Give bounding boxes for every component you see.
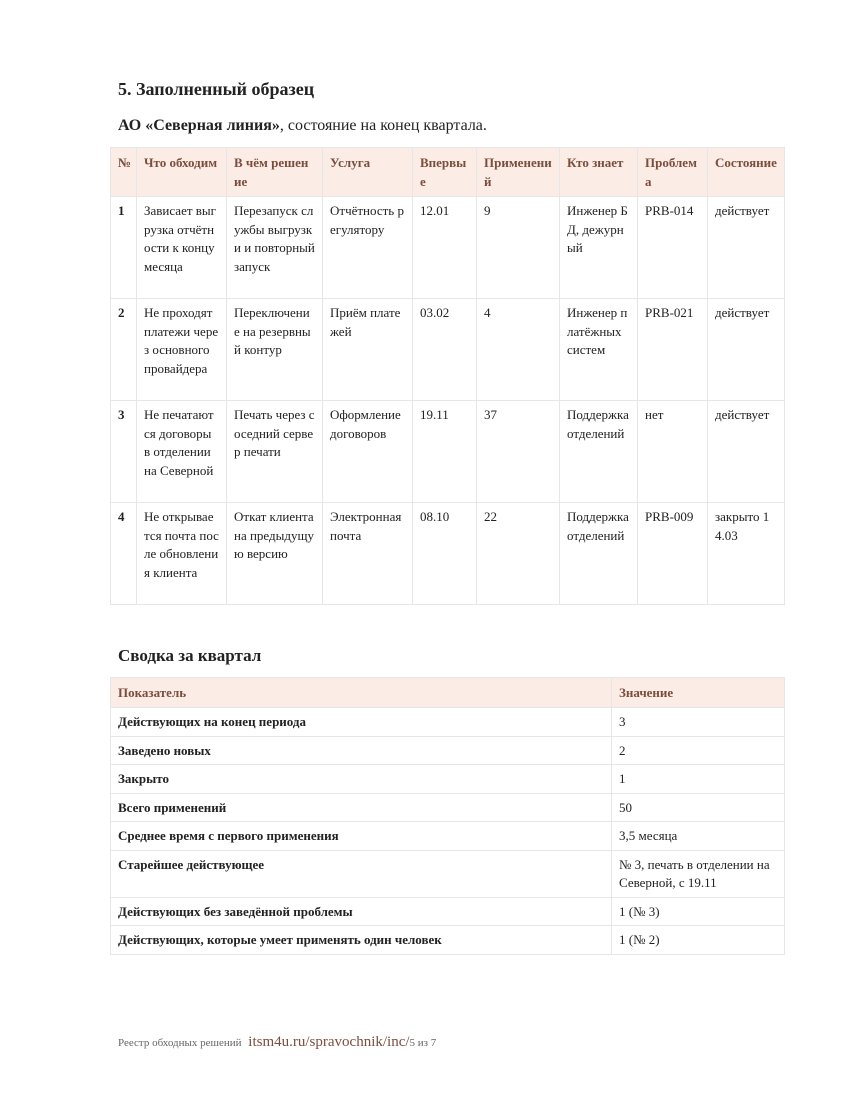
cell-uses: 37 [477,401,560,503]
subtitle [118,117,487,135]
summary-value: 50 [612,793,785,822]
summary-value: № 3, печать в отделении на Северной, с 19.11 [612,850,785,897]
cell-solution: Перезапуск службы выгрузки и повторный запуск [227,197,323,299]
footer-page-number: 5 из 7 [409,1037,437,1049]
cell-who-knows: Поддержка отделений [560,401,638,503]
col-header-state: Состояние [708,148,785,197]
cell-solution: Откат клиента на предыдущую версию [227,503,323,605]
col-header-indicator: Показатель [111,678,612,708]
summary-row [111,822,785,851]
cell-what: Не печатаются договоры в отделении на Северной [137,401,227,503]
subtitle-rest: , состояние на конец квартала. [279,117,487,134]
cell-who-knows: Поддержка отделений [560,503,638,605]
summary-label: Заведено новых [111,736,612,765]
page-footer [118,1034,436,1051]
cell-what: Не проходят платежи через основного провайдера [137,299,227,401]
org-name: АО «Северная линия» [118,117,280,134]
cell-problem: PRB-021 [638,299,708,401]
cell-uses: 22 [477,503,560,605]
cell-problem: нет [638,401,708,503]
cell-who-knows: Инженер БД, дежурный [560,197,638,299]
col-header-first: Впервые [413,148,477,197]
section-title: 5. Заполненный образец [118,79,315,99]
cell-service: Приём платежей [323,299,413,401]
cell-who-knows: Инженер платёжных систем [560,299,638,401]
cell-number: 1 [111,197,137,299]
summary-value: 1 [612,765,785,794]
summary-row [111,897,785,926]
summary-row [111,793,785,822]
cell-service: Оформление договоров [323,401,413,503]
summary-row [111,736,785,765]
cell-number: 2 [111,299,137,401]
cell-what: Зависает выгрузка отчётности к концу месяца [137,197,227,299]
col-header-number: № [111,148,137,197]
table-header-row [111,148,785,197]
summary-label: Старейшее действующее [111,850,612,897]
cell-solution: Переключение на резервный контур [227,299,323,401]
cell-service: Электронная почта [323,503,413,605]
summary-label: Действующих, которые умеет применять один человек [111,926,612,955]
summary-row [111,926,785,955]
cell-state: закрыто 14.03 [708,503,785,605]
summary-value: 1 (№ 3) [612,897,785,926]
summary-value: 3 [612,708,785,737]
col-header-what: Что обходим [137,148,227,197]
cell-solution: Печать через соседний сервер печати [227,401,323,503]
table-row [111,503,785,605]
summary-value: 2 [612,736,785,765]
summary-title: Сводка за квартал [118,646,262,665]
col-header-service: Услуга [323,148,413,197]
cell-first: 19.11 [413,401,477,503]
table-row [111,299,785,401]
cell-state: действует [708,197,785,299]
workarounds-table [110,147,785,605]
summary-label: Действующих без заведённой проблемы [111,897,612,926]
cell-uses: 4 [477,299,560,401]
cell-first: 03.02 [413,299,477,401]
summary-label: Всего применений [111,793,612,822]
col-header-problem: Проблема [638,148,708,197]
cell-number: 3 [111,401,137,503]
cell-what: Не открывается почта после обновления клиента [137,503,227,605]
cell-state: действует [708,401,785,503]
cell-uses: 9 [477,197,560,299]
cell-number: 4 [111,503,137,605]
col-header-who-knows: Кто знает [560,148,638,197]
footer-doc-name: Реестр обходных решений [118,1037,242,1049]
summary-row [111,850,785,897]
summary-header-row [111,678,785,708]
summary-row [111,708,785,737]
col-header-value: Значение [612,678,785,708]
col-header-solution: В чём решение [227,148,323,197]
summary-row [111,765,785,794]
table-row [111,401,785,503]
summary-label: Закрыто [111,765,612,794]
summary-value: 3,5 месяца [612,822,785,851]
summary-value: 1 (№ 2) [612,926,785,955]
cell-service: Отчётность регулятору [323,197,413,299]
summary-label: Действующих на конец периода [111,708,612,737]
cell-first: 08.10 [413,503,477,605]
summary-table [110,677,785,955]
footer-link[interactable]: itsm4u.ru/spravochnik/inc/ [248,1034,410,1050]
col-header-uses: Применений [477,148,560,197]
summary-label: Среднее время с первого применения [111,822,612,851]
cell-problem: PRB-009 [638,503,708,605]
cell-first: 12.01 [413,197,477,299]
table-row [111,197,785,299]
cell-state: действует [708,299,785,401]
cell-problem: PRB-014 [638,197,708,299]
